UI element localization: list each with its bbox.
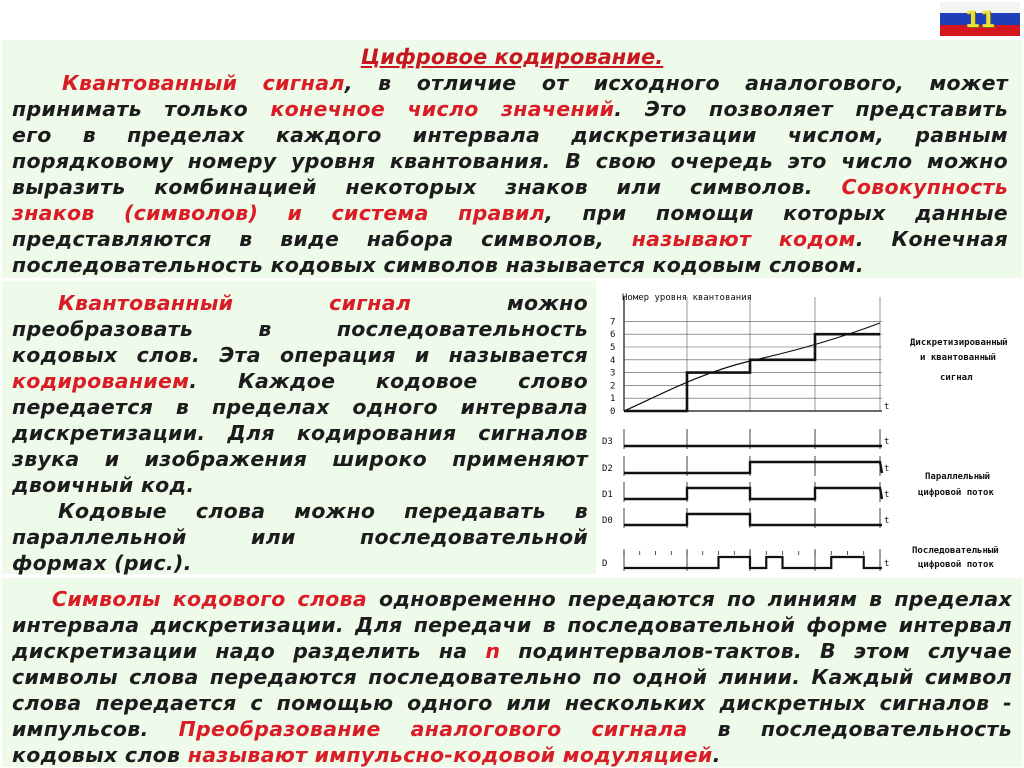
text-line: кодовых слов называют импульсно-кодовой модуляцией. [12, 743, 721, 767]
page-title-wrap [0, 45, 1024, 69]
t-labels [884, 402, 889, 412]
top-strip [0, 0, 1024, 38]
text-line: Символы кодового слова одновременно передаются по линиям в пределах [52, 587, 1013, 611]
text-line: Кодовые слова можно передавать в [58, 499, 588, 523]
level-label: 0 [610, 407, 616, 417]
text-line: Квантованный сигнал можно [58, 291, 588, 315]
text-line: слова передается с помощью одного или нескольких дискретных сигналов - [12, 691, 1012, 715]
page-title: Цифровое кодирование. [360, 45, 664, 69]
figure-top-label: Номер уровня квантования [622, 293, 753, 303]
text-line: последовательность кодовых символов называется кодовым словом. [12, 253, 864, 277]
label-quantized-2: и квантованный [920, 353, 996, 363]
text-line: передается в пределах одного интервала [12, 395, 588, 419]
page-number: 11 [964, 8, 996, 33]
label-parallel-1: Параллельный [925, 472, 991, 482]
t-label: t [884, 490, 890, 500]
text-line: параллельной или последовательной [12, 525, 588, 549]
text-line: порядковому номеру уровня квантования. В свою очередь это число можно [12, 149, 1008, 173]
label-quantized-1: Дискретизированный [910, 338, 1008, 348]
line-label-d: D [602, 559, 608, 569]
line-label-d2: D2 [602, 464, 613, 474]
label-serial-2: цифровой поток [918, 560, 994, 570]
text-line: кодированием. Каждое кодовое слово [12, 369, 588, 393]
text-line: дискретизации. Для кодирования сигналов [12, 421, 588, 445]
text-line: двоичный код. [12, 473, 195, 497]
text-line: интервала дискретизации. Для передачи в последовательной форме интервал [12, 613, 1012, 637]
text-line: принимать только конечное число значений. Это позволяет представить [12, 97, 1008, 121]
text-line: импульсов. Преобразование аналогового сигнала в последовательность [12, 717, 1013, 741]
text-line: символы слова передаются последовательно по одной линии. Каждый символ [12, 665, 1012, 689]
text-line: Квантованный сигнал, в отличие от исходного аналогового, может [62, 71, 1008, 95]
text-line: знаков (символов) и система правил, при помощи которых данные [12, 201, 1008, 225]
text-line: кодовых слов. Эта операция и называется [12, 343, 588, 367]
t-label: t [884, 464, 890, 474]
level-label: 3 [610, 368, 616, 379]
level-label: 6 [610, 330, 616, 341]
label-quantized-3: сигнал [940, 373, 973, 383]
line-label-d3: D3 [602, 437, 613, 447]
level-label: 1 [610, 394, 616, 405]
text-line: представляются в виде набора символов, называют кодом. Конечная [12, 227, 1008, 251]
level-label: 7 [610, 317, 616, 328]
coding-diagram [600, 283, 1024, 578]
level-label: 4 [610, 355, 616, 366]
t-label: t [884, 437, 890, 447]
line-label-d1: D1 [602, 490, 613, 500]
text-line: преобразовать в последовательность [12, 317, 588, 341]
t-label: t [884, 559, 890, 569]
level-label: 2 [610, 381, 616, 392]
text-line: выразить комбинацией некоторых знаков или символов. Совокупность [12, 175, 1008, 199]
paragraph-coding [12, 290, 588, 576]
label-parallel-2: цифровой поток [918, 488, 994, 498]
paragraph-pcm [12, 586, 1012, 768]
text-line: формах (рис.). [12, 551, 192, 575]
text-line: дискретизации надо разделить на n подинтервалов-тактов. В этом случае [12, 639, 1012, 663]
level-label: 5 [610, 343, 616, 353]
text-line: его в пределах каждого интервала дискретизации числом, равным [12, 123, 1008, 147]
text-line: звука и изображения широко применяют [12, 447, 588, 471]
t-label: t [884, 516, 890, 526]
t-label: t [884, 402, 890, 412]
paragraph-intro [12, 70, 1008, 278]
line-label-d0: D0 [602, 516, 613, 526]
label-serial-1: Последовательный [912, 546, 999, 556]
